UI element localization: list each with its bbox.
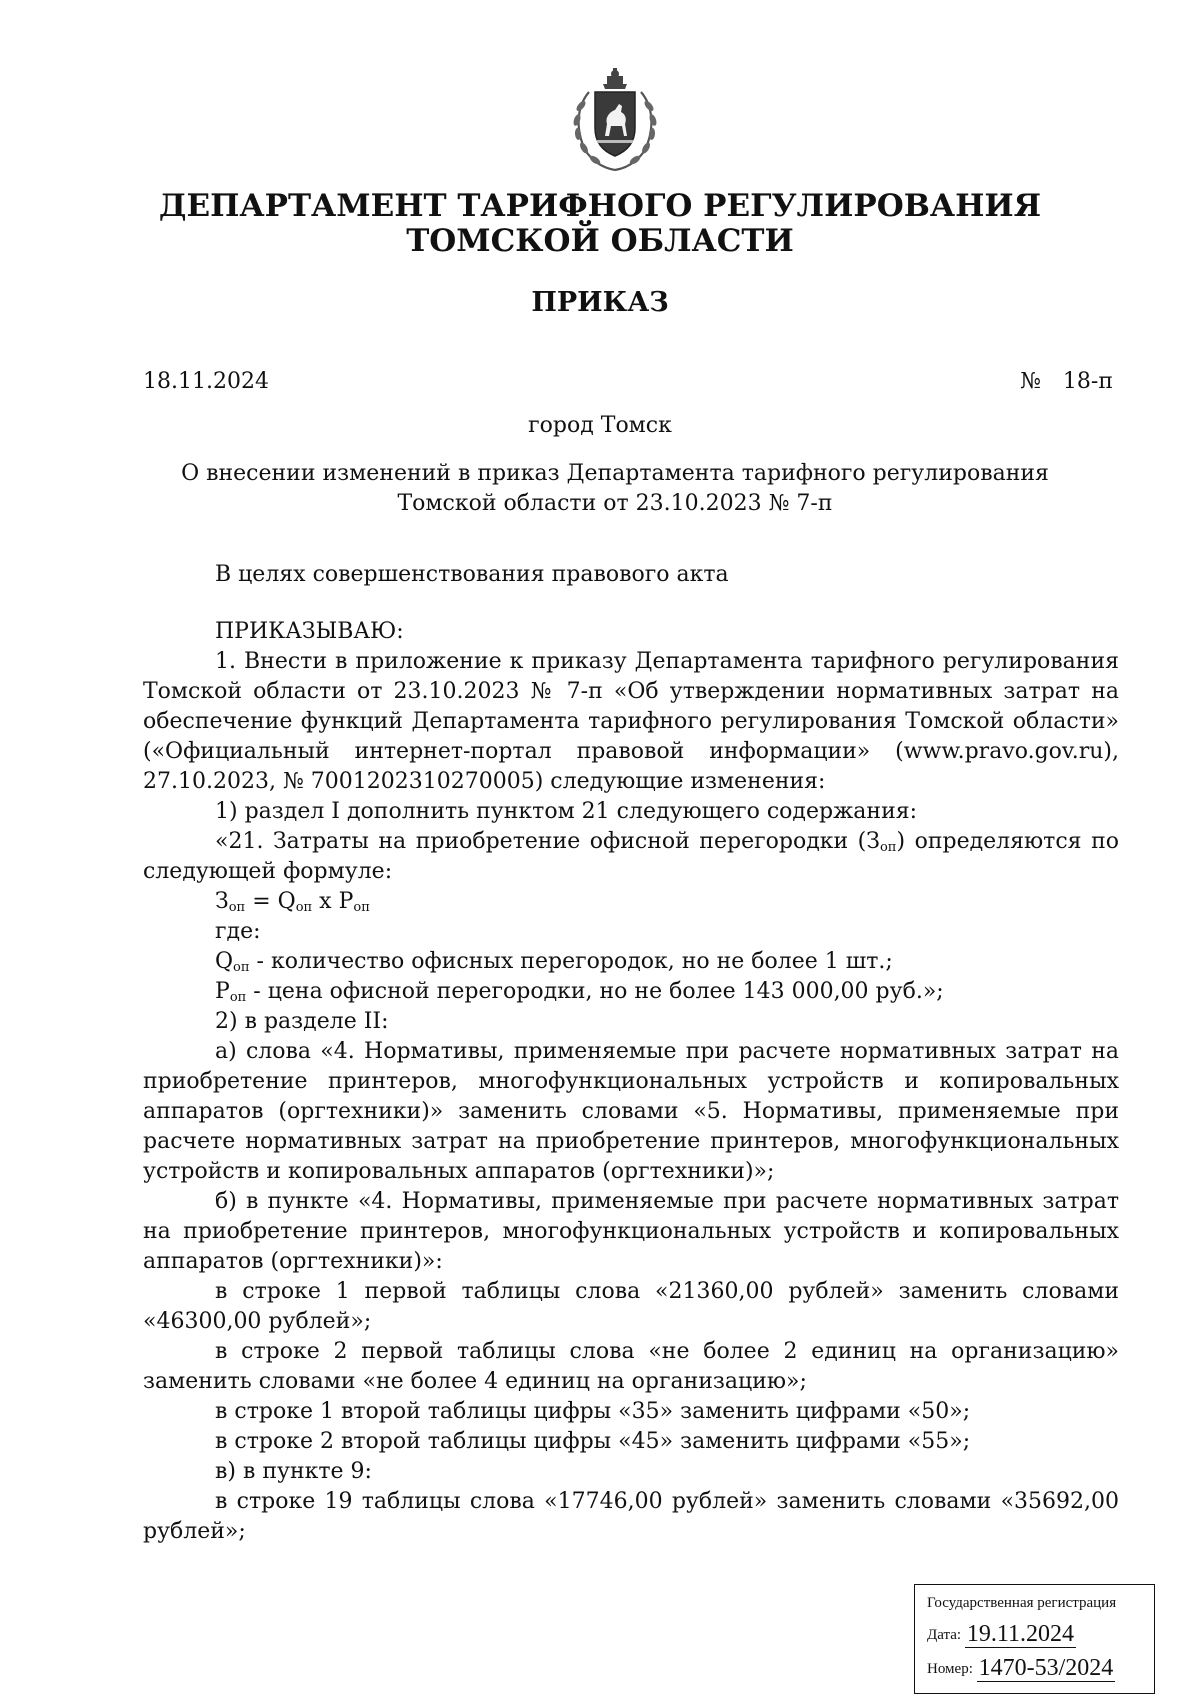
order-body <box>143 560 1119 1547</box>
where-label: где: <box>215 919 261 944</box>
clause-21-text: «21. Затраты на приобретение офисной перегородки (З <box>215 829 880 854</box>
sub-item-2b: б) в пункте «4. Нормативы, применяемые при расчете нормативных затрат на приобретение принтеров, многофункциональных устройств и копировальных аппаратов (оргтехники)»: <box>143 1189 1119 1274</box>
definition-q <box>143 947 1119 977</box>
clause-21-paragraph <box>143 827 1119 887</box>
formula-lhs: З <box>215 889 229 914</box>
sub-item-2a: а) слова «4. Нормативы, применяемые при расчете нормативных затрат на приобретение принтеров, многофункциональных устройств и копировальных аппаратов (оргтехники)» заменить словами «5. Нормативы, применяемые при расчете нормативных затрат на приобретение принтеров, многофункциональных устройств и копировальных аппаратов (оргтехники)»; <box>143 1039 1119 1184</box>
stamp-number-label: Номер: <box>927 1661 973 1677</box>
document-type-title: ПРИКАЗ <box>531 287 669 318</box>
order-subject <box>150 459 1080 519</box>
stamp-number-row <box>927 1655 1115 1682</box>
registration-stamp <box>914 1584 1155 1694</box>
sub-item-2v: в) в пункте 9: <box>215 1459 372 1484</box>
change-b2: в строке 2 первой таблицы слова «не более 2 единиц на организацию» заменить словами «не более 4 единиц на организацию»; <box>143 1339 1119 1394</box>
formula <box>143 887 1119 917</box>
city-line: город Томск <box>528 413 672 438</box>
subject-line2: Томской области от 23.10.2023 № 7-п <box>397 491 833 516</box>
order-word: ПРИКАЗЫВАЮ: <box>215 619 404 644</box>
sub-item-1: 1) раздел I дополнить пунктом 21 следующего содержания: <box>215 799 918 824</box>
item-1-paragraph: 1. Внести в приложение к приказу Департамента тарифного регулирования Томской области от 23.10.2023 № 7-п «Об утверждении нормативных затрат на обеспечение функций Департамента тарифного регулирования Томской области» («Официальный интернет-портал правовой информации» (www.pravo.gov.ru), 27.10.2023, № 7001202310270005) следующие изменения: <box>143 649 1119 794</box>
formula-lhs-subscript: оп <box>228 900 246 915</box>
order-number <box>1020 369 1113 394</box>
subject-line1: О внесении изменений в приказ Департамента тарифного регулирования <box>181 461 1049 486</box>
order-date: 18.11.2024 <box>143 369 269 394</box>
tomsk-coat-of-arms-emblem <box>559 66 671 178</box>
clause-21-subscript: оп <box>879 840 897 855</box>
stamp-number-value: 1470-53/2024 <box>978 1655 1114 1681</box>
definition-p-subscript: оп <box>229 990 247 1005</box>
change-b1: в строке 1 первой таблицы слова «21360,00 рублей» заменить словами «46300,00 рублей»; <box>143 1279 1119 1334</box>
stamp-date-value: 19.11.2024 <box>966 1621 1074 1647</box>
sub-item-2: 2) в разделе II: <box>215 1009 389 1034</box>
formula-times: x <box>312 889 339 914</box>
definition-p <box>143 977 1119 1007</box>
definition-q-subscript: оп <box>233 960 250 975</box>
formula-q: Q <box>277 889 296 914</box>
stamp-title: Государственная регистрация <box>927 1595 1117 1611</box>
formula-p-subscript: оп <box>353 900 370 915</box>
change-v1: в строке 19 таблицы слова «17746,00 рублей» заменить словами «35692,00 рублей»; <box>143 1489 1119 1544</box>
purpose-paragraph: В целях совершенствования правового акта <box>215 562 729 587</box>
clause-21-tail: ) определяются по следующей формуле: <box>143 829 1119 884</box>
formula-equals: = <box>245 889 278 914</box>
definition-p-symbol: P <box>215 979 230 1004</box>
organization-name-line1: ДЕПАРТАМЕНТ ТАРИФНОГО РЕГУЛИРОВАНИЯ <box>158 188 1042 224</box>
definition-p-text: - цена офисной перегородки, но не более 143 000,00 руб.»; <box>246 979 944 1004</box>
stamp-date-row <box>927 1621 1076 1648</box>
definition-q-symbol: Q <box>215 949 234 974</box>
formula-q-subscript: оп <box>295 900 313 915</box>
change-b4: в строке 2 второй таблицы цифры «45» заменить цифрами «55»; <box>215 1429 971 1454</box>
order-number-value: 18-п <box>1062 369 1113 394</box>
formula-p: P <box>338 889 354 914</box>
change-b3: в строке 1 второй таблицы цифры «35» заменить цифрами «50»; <box>215 1399 971 1424</box>
organization-name-line2: ТОМСКОЙ ОБЛАСТИ <box>406 223 794 259</box>
stamp-date-label: Дата: <box>927 1627 962 1643</box>
number-sign: № <box>1020 369 1041 394</box>
definition-q-text: - количество офисных перегородок, но не более 1 шт.; <box>249 949 893 974</box>
